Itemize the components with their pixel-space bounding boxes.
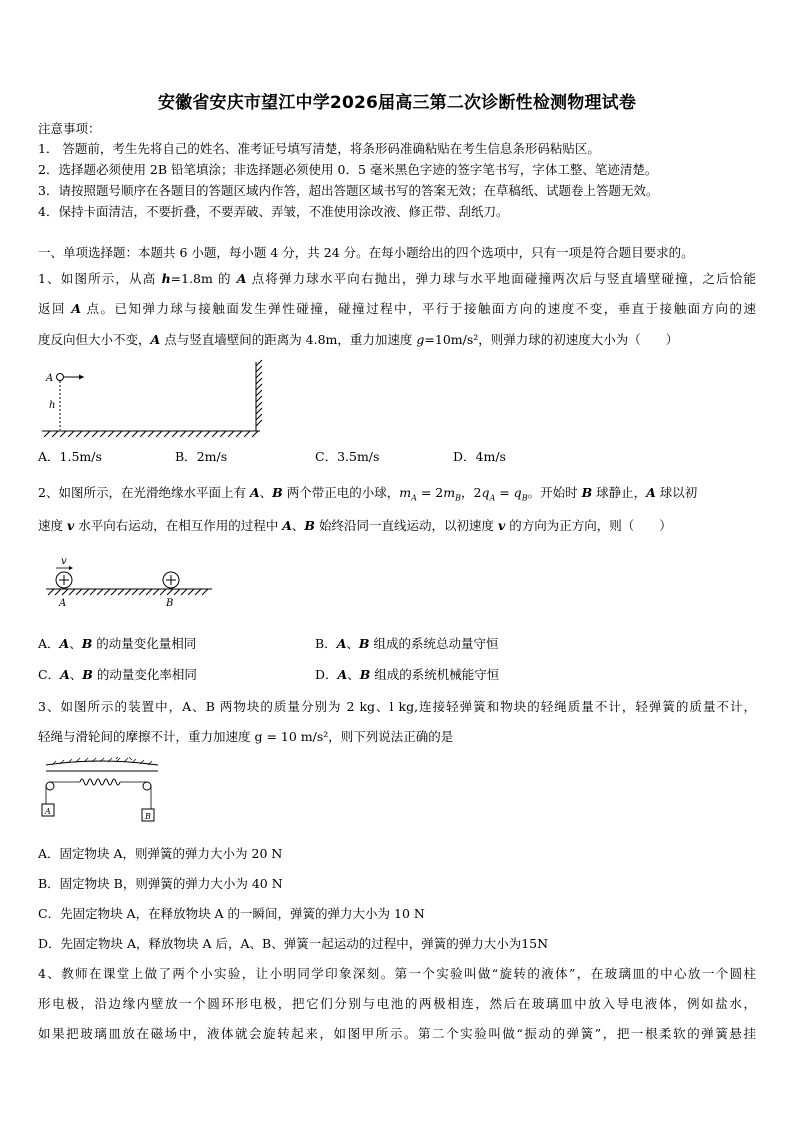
label-B: B xyxy=(166,598,174,609)
ball-a-icon xyxy=(56,572,72,588)
notice-heading: 注意事项： xyxy=(38,121,101,136)
page-title: 安徽省安庆市望江中学2026届高三第二次诊断性检测物理试卷 xyxy=(157,93,637,113)
q1-stem-line: 返回 A 点。已知弹力球与接触面发生弹性碰撞，碰撞过程中，平行于接触面方向的速度不变，垂直于接触面方向的速 xyxy=(38,301,756,316)
q3-option-c: C．先固定物块 A，在释放物块 A 的一瞬间，弹簧的弹力大小为 10 N xyxy=(38,906,425,921)
q2-option-d: D．A、B 组成的系统机械能守恒 xyxy=(315,667,500,682)
pulley-left-icon xyxy=(46,782,54,790)
q1-stem-line: 1、如图所示，从高 h=1.8m 的 A 点将弹力球水平向右抛出，弹力球与水平地面碰撞两次后与竖直墙壁碰撞，之后恰能 xyxy=(38,271,756,286)
q4-stem-line: 形电极，沿边缘内壁放一个圆环形电极，把它们分别与电池的两极相连，然后在玻璃皿中放入导电液体，例如盐水， xyxy=(38,996,756,1011)
q3-stem-line: 3、如图所示的装置中，A、B 两物块的质量分别为 2 kg、l kg,连接轻弹簧和物块的轻绳质量不计，轻弹簧的质量不计， xyxy=(38,699,756,714)
label-v: v xyxy=(61,556,67,567)
q1-option-c: C．3.5m/s xyxy=(315,449,380,464)
notice-item: 2．选择题必须使用 2B 铅笔填涂；非选择题必须使用 0．5 毫米黑色字迹的签字笔书写，字体工整、笔迹清楚。 xyxy=(38,162,658,177)
q1-figure xyxy=(38,358,268,438)
q3-option-b: B．固定物块 B，则弹簧的弹力大小为 40 N xyxy=(38,876,283,891)
q2-figure xyxy=(44,554,214,614)
q3-option-a: A．固定物块 A，则弹簧的弹力大小为 20 N xyxy=(38,846,283,861)
notice-item: 1． 答题前，考生先将自己的姓名、准考证号填写清楚，将条形码准确粘贴在考生信息条形码粘贴区。 xyxy=(38,141,600,156)
q1-option-b: B．2m/s xyxy=(175,449,228,464)
q3-stem-line: 轻绳与滑轮间的摩擦不计，重力加速度 g = 10 m/s²，则下列说法正确的是 xyxy=(38,729,454,744)
label-A: A xyxy=(45,807,51,816)
q1-stem-line: 度反向但大小不变，A 点与竖直墙壁间的距离为 4.8m，重力加速度 g=10m/s²，则弹力球的初速度大小为（ ） xyxy=(38,332,679,347)
label-h: h xyxy=(49,400,56,411)
q4-stem-line: 4、教师在课堂上做了两个小实验，让小明同学印象深刻。第一个实验叫做“旋转的液体”，在玻璃皿的中心放一个圆柱 xyxy=(38,966,756,981)
q2-option-a: A．A、B 的动量变化量相同 xyxy=(38,636,197,651)
q2-option-b: B．A、B 组成的系统总动量守恒 xyxy=(315,636,499,651)
ball-b-icon xyxy=(163,572,179,588)
label-A: A xyxy=(59,598,67,609)
q3-figure xyxy=(38,757,168,827)
ground-hatch xyxy=(42,431,260,437)
section-heading: 一、单项选择题：本题共 6 小题，每小题 4 分，共 24 分。在每小题给出的四个选项中，只有一项是符合题目要求的。 xyxy=(38,245,694,260)
notice-item: 4．保持卡面清洁，不要折叠，不要弄破、弄皱，不准使用涂改液、修正带、刮纸刀。 xyxy=(38,204,509,219)
pulley-right-icon xyxy=(143,782,151,790)
q2-stem-line: 2、如图所示，在光滑绝缘水平面上有 A、B 两个带正电的小球，$m_A = 2m_B$，$2q_A = q_B$。开始时 B 球静止，A 球以初 xyxy=(38,485,698,503)
ball-icon xyxy=(57,374,64,381)
q2-stem-line: 速度 v 水平向右运动，在相互作用的过程中 A、B 始终沿同一直线运动，以初速度 v 的方向为正方向，则（ ） xyxy=(38,518,672,533)
label-B: B xyxy=(145,812,151,821)
ground-hatch xyxy=(46,589,212,595)
notice-item: 3．请按照题号顺序在各题目的答题区域内作答，超出答题区域书写的答案无效；在草稿纸、试题卷上答题无效。 xyxy=(38,183,659,198)
wall-hatch xyxy=(256,360,262,431)
q4-stem-line: 如果把玻璃皿放在磁场中，液体就会旋转起来，如图甲所示。第二个实验叫做“振动的弹簧”，把一根柔软的弹簧悬挂 xyxy=(38,1026,756,1041)
spring-icon xyxy=(80,779,120,785)
q2-option-c: C．A、B 的动量变化率相同 xyxy=(38,667,197,682)
q1-option-a: A．1.5m/s xyxy=(38,449,102,464)
q3-option-d: D．先固定物块 A，释放物块 A 后，A、B、弹簧一起运动的过程中，弹簧的弹力大小为15N xyxy=(38,936,549,951)
q1-option-d: D．4m/s xyxy=(453,449,506,464)
label-A: A xyxy=(46,373,54,384)
